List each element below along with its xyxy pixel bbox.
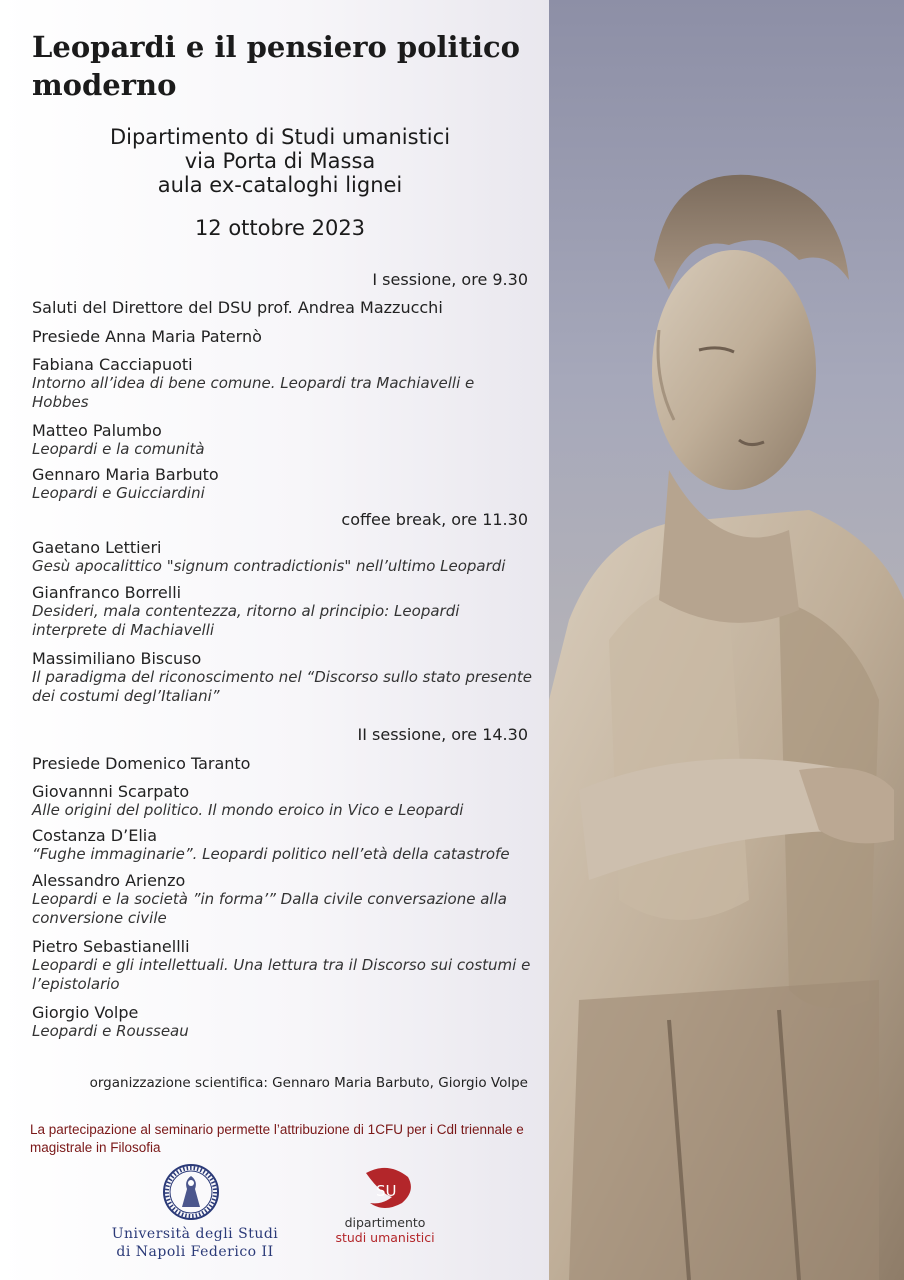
talk-item	[32, 465, 532, 503]
session-1-label: I sessione, ore 9.30	[372, 270, 528, 289]
venue-street: via Porta di Massa	[184, 149, 376, 173]
talk-title: Leopardi e la società ”in forma’” Dalla civile conversazione alla conversione civile	[32, 890, 507, 927]
speaker-name: Alessandro Arienzo	[32, 871, 186, 890]
talk-item	[32, 826, 532, 864]
venue-room: aula ex-cataloghi lignei	[157, 173, 403, 197]
event-title: Leopardi e il pensiero politico moderno	[32, 30, 520, 102]
talk-title: Gesù apocalittico "signum contradictionis" nell’ultimo Leopardi	[32, 557, 506, 575]
university-name-line-1: Università degli Studi	[111, 1226, 279, 1242]
talk-title: Il paradigma del riconoscimento nel “Discorso sullo stato presente dei costumi degl’Italiani”	[32, 668, 532, 705]
speaker-name: Costanza D’Elia	[32, 826, 158, 845]
talk-item	[32, 355, 532, 412]
event-date: 12 ottobre 2023	[194, 216, 366, 240]
talk-item	[32, 1003, 532, 1041]
talk-title: Leopardi e gli intellettuali. Una lettura tra il Discorso sui costumi e l’epistolario	[32, 956, 531, 993]
speaker-name: Gaetano Lettieri	[32, 538, 162, 557]
talk-title: Intorno all’idea di bene comune. Leopardi tra Machiavelli e Hobbes	[32, 374, 475, 411]
coffee-break-label: coffee break, ore 11.30	[341, 510, 528, 529]
talk-title: Desideri, mala contentezza, ritorno al principio: Leopardi interprete di Machiavelli	[32, 602, 460, 639]
university-seal-icon	[162, 1163, 220, 1221]
speaker-name: Giorgio Volpe	[32, 1003, 139, 1022]
department-name	[320, 1215, 450, 1245]
session-1-chair: Presiede Anna Maria Paternò	[32, 327, 262, 346]
department-logo-mark: SU	[376, 1182, 397, 1200]
speaker-name: Fabiana Cacciapuoti	[32, 355, 193, 374]
credits-note: La partecipazione al seminario permette l’attribuzione di 1CFU per i Cdl triennale e magistrale in Filosofia	[30, 1122, 524, 1155]
talk-item	[32, 538, 532, 576]
speaker-name: Matteo Palumbo	[32, 421, 162, 440]
venue-department: Dipartimento di Studi umanistici	[109, 125, 451, 149]
statue-illustration	[549, 0, 904, 1280]
speaker-name: Giovannni Scarpato	[32, 782, 190, 801]
department-logo-icon	[358, 1163, 418, 1215]
talk-item	[32, 421, 532, 459]
speaker-name: Pietro Sebastianellli	[32, 937, 190, 956]
talk-title: Leopardi e Rousseau	[32, 1022, 189, 1040]
statue-photo	[549, 0, 904, 1280]
speaker-name: Gianfranco Borrelli	[32, 583, 182, 602]
session-2-chair: Presiede Domenico Taranto	[32, 754, 251, 773]
talk-title: Leopardi e Guicciardini	[32, 484, 205, 502]
talk-item	[32, 871, 532, 928]
speaker-name: Massimiliano Biscuso	[32, 649, 202, 668]
university-name	[110, 1225, 280, 1261]
scientific-organization: organizzazione scientifica: Gennaro Maria Barbuto, Giorgio Volpe	[89, 1075, 528, 1091]
department-name-line-2: studi umanistici	[335, 1230, 435, 1245]
greeting: Saluti del Direttore del DSU prof. Andrea Mazzucchi	[32, 298, 443, 317]
talk-title: Alle origini del politico. Il mondo eroico in Vico e Leopardi	[32, 801, 464, 819]
talk-item	[32, 937, 532, 994]
talk-item	[32, 782, 532, 820]
talk-title: Leopardi e la comunità	[32, 440, 205, 458]
talk-item	[32, 649, 532, 706]
talk-item	[32, 583, 532, 640]
talk-title: “Fughe immaginarie”. Leopardi politico nell’età della catastrofe	[32, 845, 510, 863]
department-name-line-1: dipartimento	[344, 1215, 426, 1230]
speaker-name: Gennaro Maria Barbuto	[32, 465, 219, 484]
venue	[40, 125, 520, 197]
session-2-label: II sessione, ore 14.30	[357, 725, 528, 744]
university-name-line-2: di Napoli Federico II	[116, 1244, 274, 1260]
